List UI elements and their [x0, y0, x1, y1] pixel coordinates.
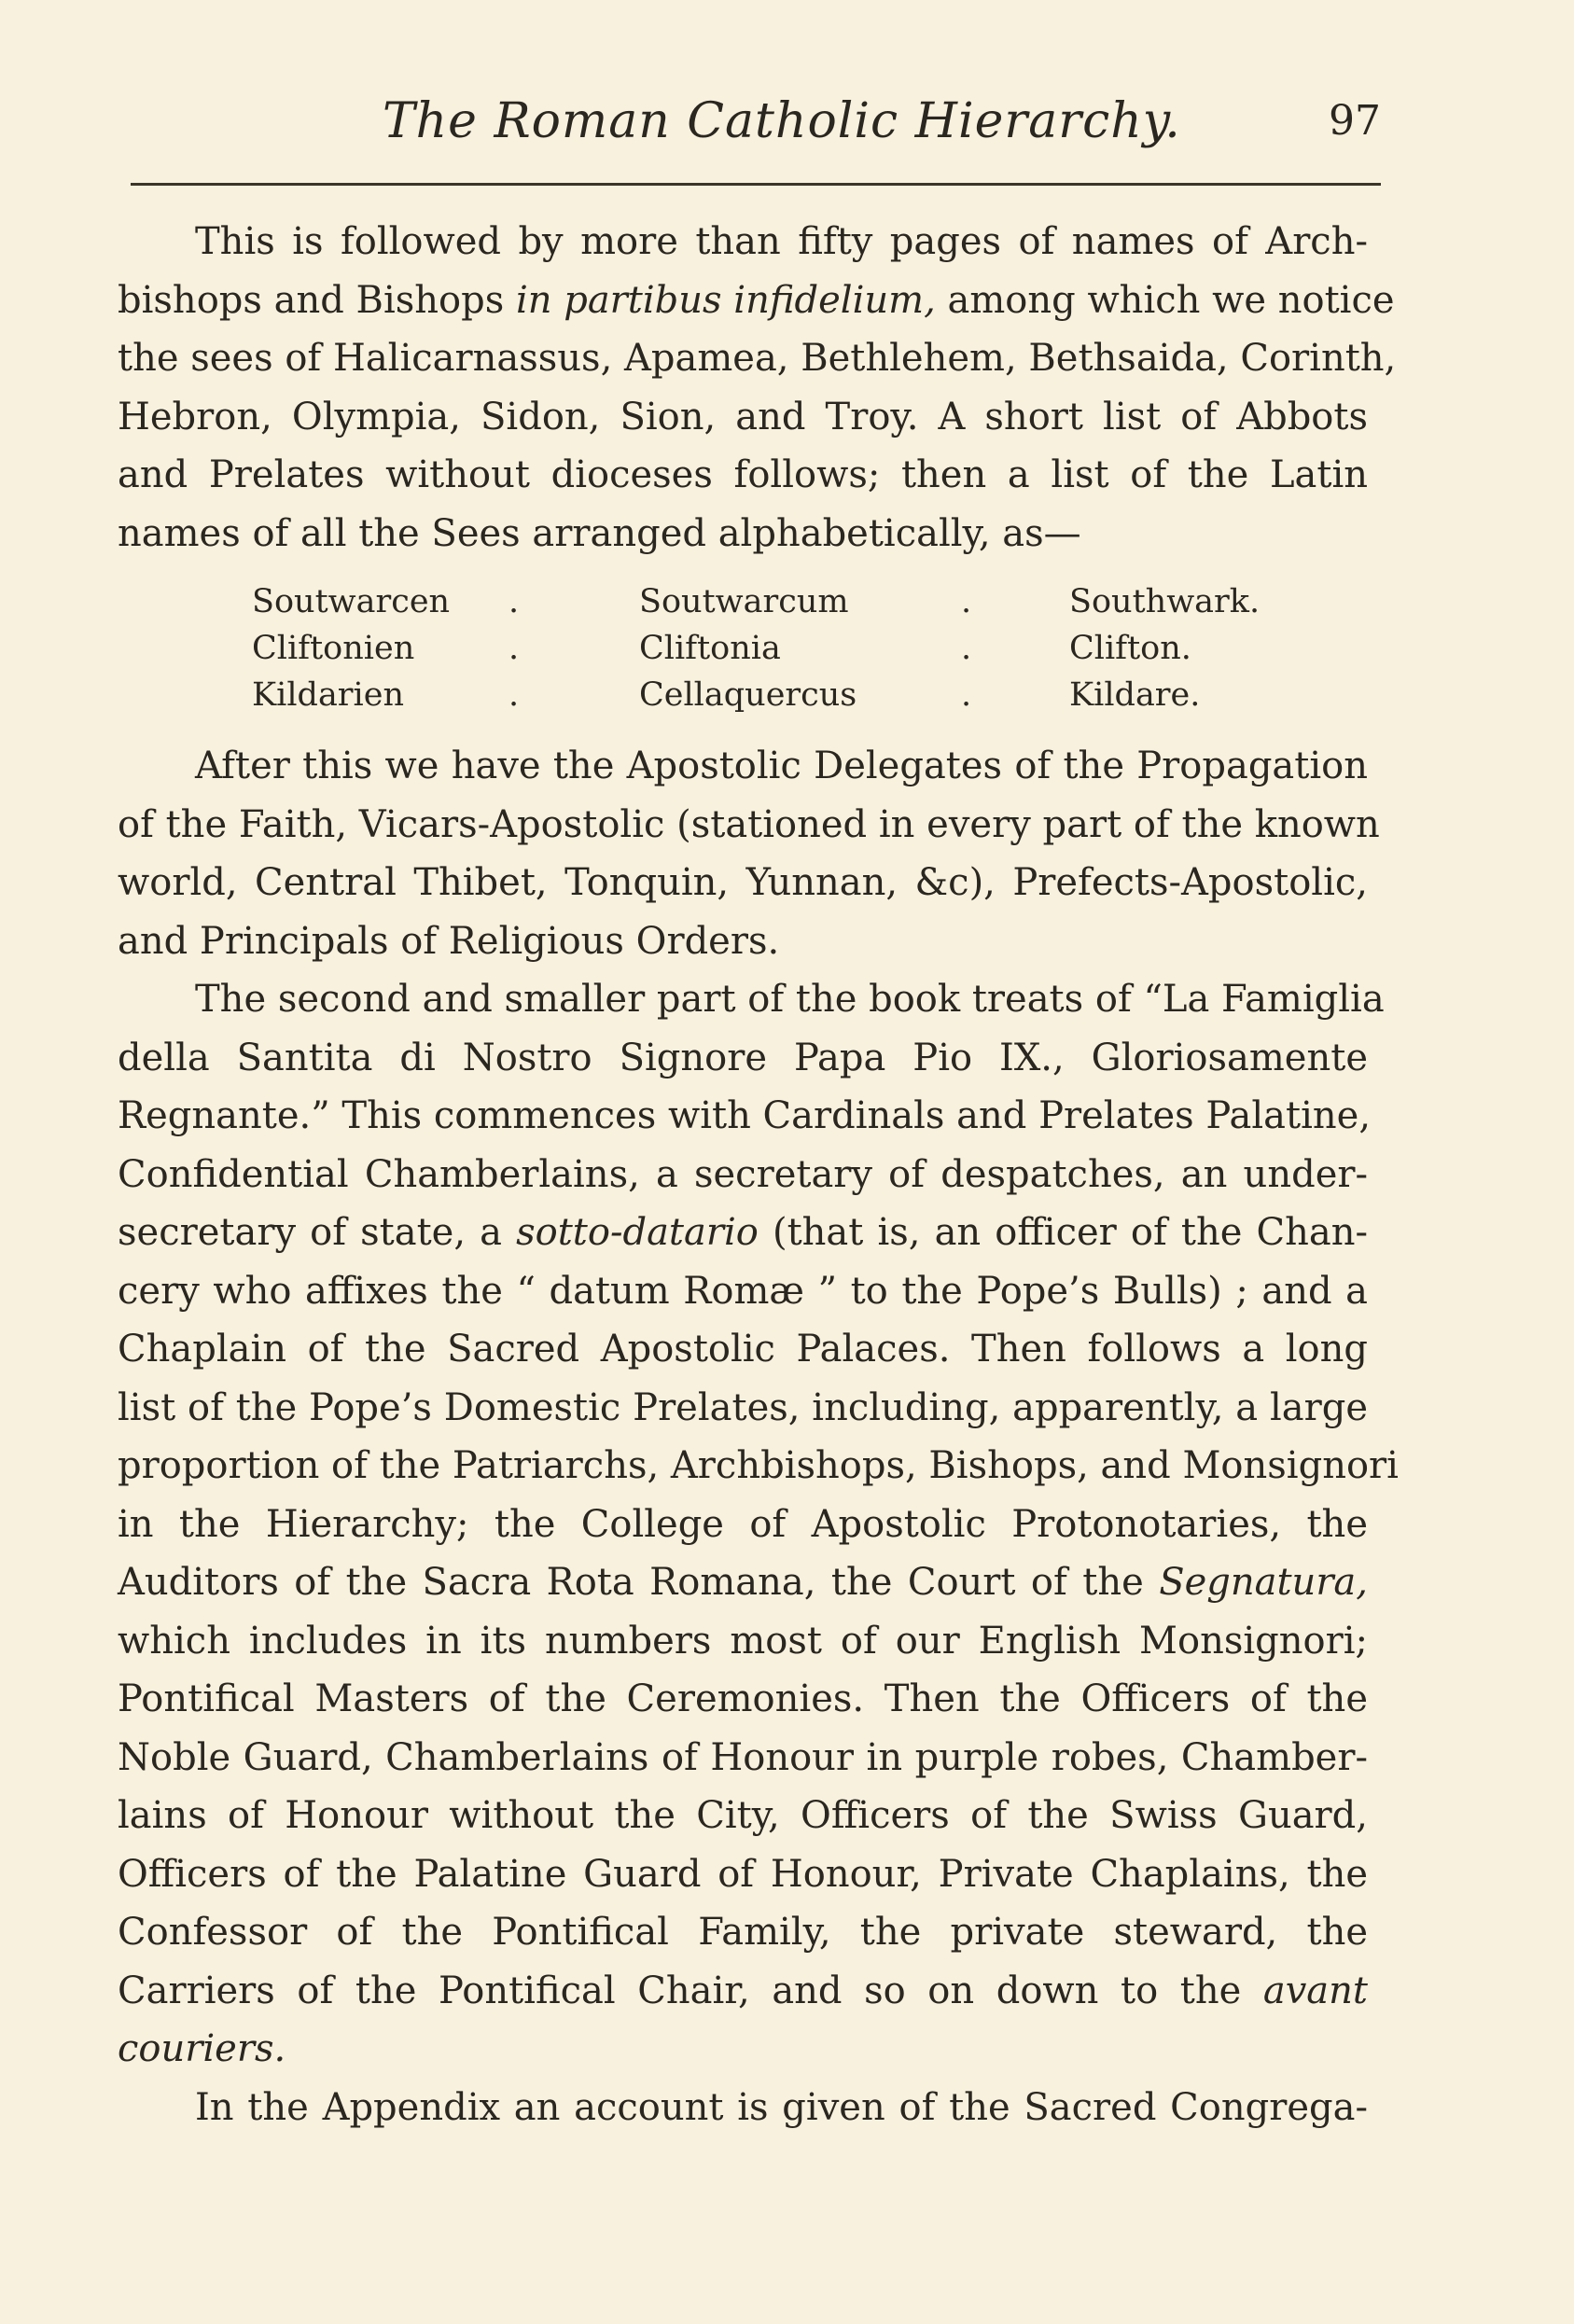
body-text	[118, 213, 1397, 563]
table-row: Soutwarcen . Soutwarcum . Southwark.	[252, 583, 1261, 620]
table-row: Cliftonien . Cliftonia . Clifton.	[252, 630, 1191, 667]
table-row: Kildarien . Cellaquercus . Kildare.	[252, 676, 1201, 714]
running-title: The Roman Catholic Hierarchy.	[383, 93, 1181, 149]
text-line: couriers.	[118, 2027, 286, 2070]
text-line: world, Central Thibet, Tonquin, Yunnan, &c), Prefects-Apostolic,	[118, 861, 1368, 904]
text-line: This is followed by more than fifty pages of names of Arch-	[195, 220, 1368, 263]
text-line: bishops and Bishops in partibus infidelium, among which we notice	[118, 278, 1395, 322]
text-line: Pontifical Masters of the Ceremonies. Then the Officers of the	[118, 1677, 1368, 1720]
text-line: secretary of state, a sotto-datario (that is, an officer of the Chan-	[118, 1211, 1369, 1254]
text-line: lains of Honour without the City, Officers of the Swiss Guard,	[118, 1794, 1368, 1837]
text-line: Confidential Chamberlains, a secretary of despatches, an under-	[118, 1152, 1368, 1196]
text-line: Carriers of the Pontifical Chair, and so on down to the avant	[118, 1969, 1368, 2012]
text-line: Hebron, Olympia, Sidon, Sion, and Troy. A short list of Abbots	[118, 395, 1368, 438]
text-line: proportion of the Patriarchs, Archbishops, Bishops, and Monsignori	[118, 1444, 1399, 1487]
text-line: The second and smaller part of the book treats of “La Famiglia	[195, 978, 1385, 1021]
sees-table	[252, 578, 1278, 718]
text-line: the sees of Halicarnassus, Apamea, Bethlehem, Bethsaida, Corinth,	[118, 337, 1397, 380]
text-line: of the Faith, Vicars-Apostolic (stationed in every part of the known	[118, 802, 1380, 846]
body-text-continued	[118, 737, 1399, 2136]
text-line: which includes in its numbers most of our English Monsignori;	[118, 1619, 1368, 1663]
text-line: Confessor of the Pontifical Family, the private steward, the	[118, 1911, 1368, 1954]
text-line: names of all the Sees arranged alphabetically, as—	[118, 511, 1081, 555]
text-line: in the Hierarchy; the College of Apostolic Protonotaries, the	[118, 1502, 1368, 1546]
text-line: Chaplain of the Sacred Apostolic Palaces. Then follows a long	[118, 1328, 1368, 1371]
text-line: Regnante.” This commences with Cardinals and Prelates Palatine,	[118, 1094, 1372, 1137]
text-line: and Prelates without dioceses follows; then a list of the Latin	[118, 453, 1368, 496]
text-line: Auditors of the Sacra Rota Romana, the Court of the Segnatura,	[118, 1561, 1368, 1604]
text-line: In the Appendix an account is given of the Sacred Congrega-	[195, 2085, 1368, 2129]
text-line: Officers of the Palatine Guard of Honour, Private Chaplains, the	[118, 1852, 1368, 1896]
text-line: After this we have the Apostolic Delegates of the Propagation	[195, 745, 1368, 787]
text-line: cery who affixes the “ datum Romæ ” to the Pope’s Bulls) ; and a	[118, 1269, 1368, 1313]
running-header	[131, 93, 1381, 159]
text-line: list of the Pope’s Domestic Prelates, including, apparently, a large	[118, 1385, 1368, 1429]
header-rule	[131, 183, 1381, 186]
text-line: della Santita di Nostro Signore Papa Pio IX., Gloriosamente	[118, 1036, 1368, 1079]
text-line: and Principals of Religious Orders.	[118, 919, 780, 963]
page-number: 97	[1329, 97, 1381, 145]
text-line: Noble Guard, Chamberlains of Honour in purple robes, Chamber-	[118, 1735, 1368, 1779]
